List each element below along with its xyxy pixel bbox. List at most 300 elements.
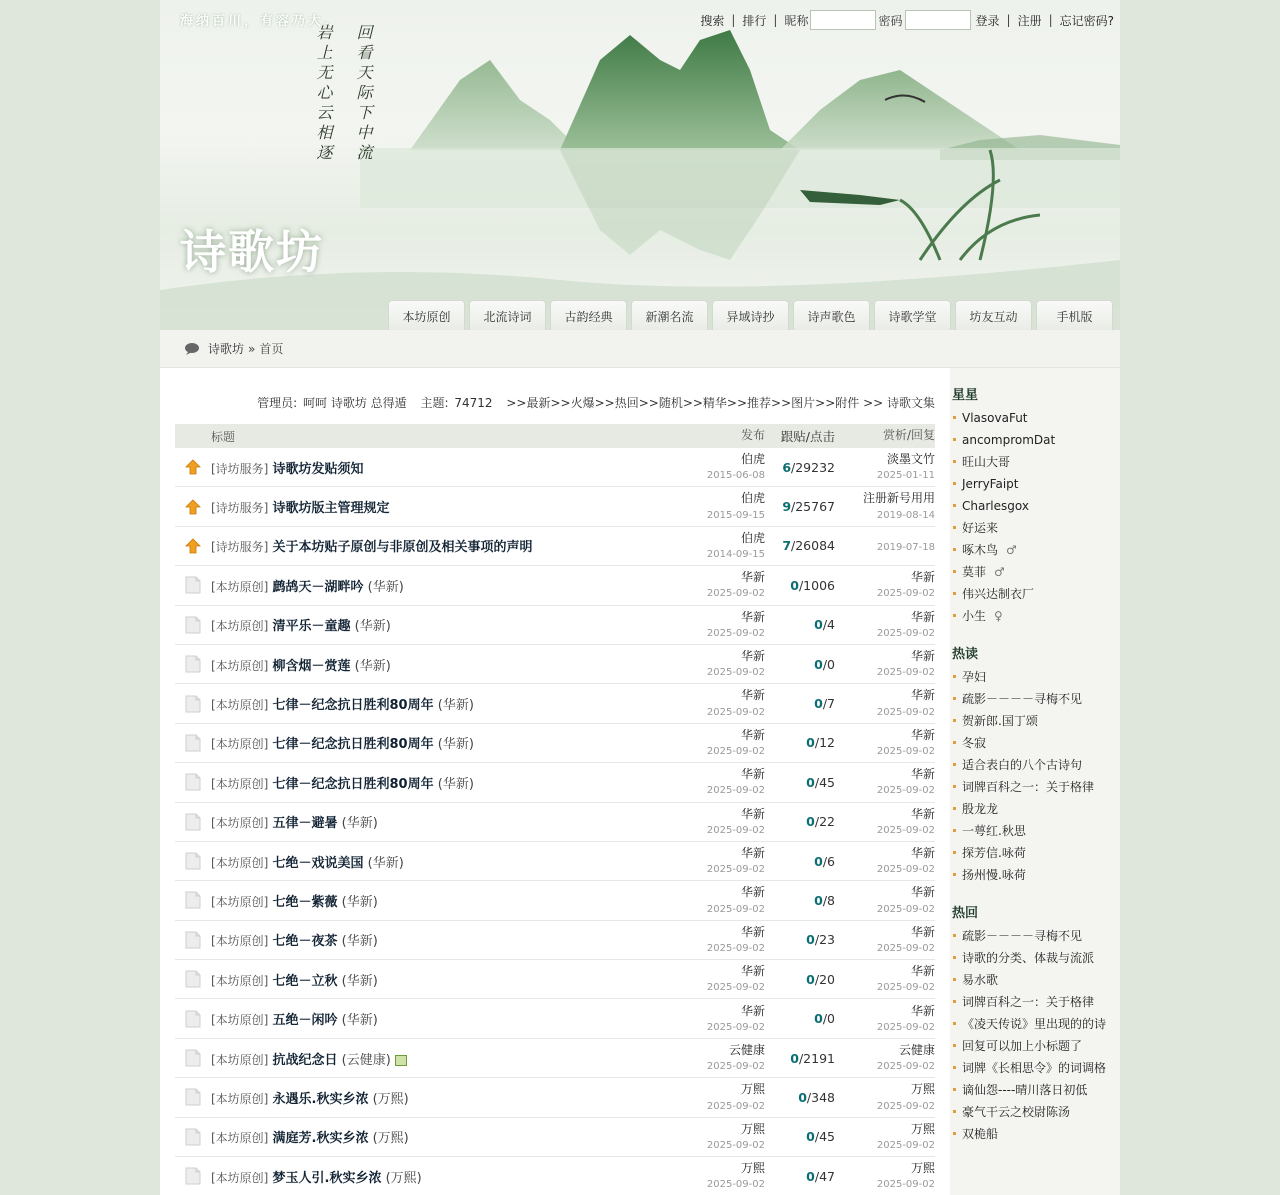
hot-read-item[interactable]: 冬寂 (950, 732, 1120, 754)
row-publisher-cell (705, 1083, 765, 1111)
login-button[interactable]: 登录 (975, 13, 1000, 28)
row-last-replier[interactable]: 华新 (910, 846, 935, 860)
row-lastreply-cell (835, 729, 935, 757)
row-last-replier[interactable]: 华新 (910, 885, 935, 900)
gender-icon: ♂ (994, 565, 1005, 579)
hot-read-item[interactable]: 孕妇 (950, 666, 1120, 688)
nav-tab-school[interactable]: 诗歌学堂 (874, 300, 951, 330)
row-publish-date: 2025-09-02 (706, 942, 765, 954)
row-title-cell (211, 812, 705, 831)
row-replies: 0 (806, 1129, 815, 1145)
row-clicks: /2191 (798, 1050, 835, 1066)
document-icon (185, 1088, 201, 1106)
row-category[interactable]: [本坊原创] (211, 855, 269, 870)
row-lastreply-cell (835, 611, 935, 639)
row-publish-date: 2025-09-02 (706, 627, 765, 639)
row-replies: 6 (782, 459, 792, 475)
row-publish-date: 2014-09-15 (706, 549, 765, 561)
row-count-cell (765, 696, 835, 711)
row-category[interactable]: [本坊原创] (211, 816, 269, 831)
nick-input[interactable] (810, 10, 876, 30)
row-publisher-cell (705, 1005, 765, 1033)
row-publisher[interactable]: 华新 (740, 924, 765, 939)
row-title-link[interactable]: 七律－纪念抗日胜利80周年 (272, 737, 434, 753)
row-last-replier[interactable]: 华新 (910, 1003, 935, 1018)
row-publisher-cell (705, 886, 765, 914)
row-publish-date: 2025-09-02 (706, 746, 765, 758)
row-clicks: /1006 (798, 577, 835, 593)
row-category[interactable]: [本坊原创] (211, 737, 269, 752)
row-replies: 0 (814, 853, 823, 869)
row-title-link[interactable]: 七绝－夜茶 (272, 934, 338, 950)
row-clicks: /45 (814, 1129, 835, 1145)
filter-links[interactable]: >>最新>>火爆>>热回>>随机>>精华>>推荐>>图片>>附件 >> 诗歌文集 (506, 396, 935, 410)
row-author: (华新) (341, 816, 378, 832)
row-publisher-cell (705, 926, 765, 954)
document-icon (185, 1010, 201, 1028)
gender-icon: ♀ (994, 609, 1003, 623)
row-last-reply-date: 2025-09-02 (876, 1100, 935, 1112)
row-publisher-cell (705, 1123, 765, 1151)
hot-reply-item[interactable]: 双桅船 (950, 1123, 1120, 1145)
row-publisher[interactable]: 万熙 (740, 1161, 765, 1176)
site-title: 诗歌坊 (180, 225, 324, 279)
nav-tab-beiliu[interactable]: 北流诗词 (469, 300, 546, 330)
document-icon (185, 1167, 201, 1185)
hot-read-item[interactable]: 一萼红.秋思 (950, 820, 1120, 842)
row-replies: 0 (814, 617, 823, 633)
star-user-name[interactable]: VlasovaFut (962, 411, 1028, 425)
table-row (175, 566, 935, 605)
row-count-cell (765, 854, 835, 869)
row-publisher[interactable]: 华新 (740, 609, 765, 624)
hot-reply-item[interactable]: 《凌天传说》里出现的的诗 (950, 1013, 1120, 1035)
row-clicks: /4 (822, 617, 835, 633)
row-publish-date: 2025-09-02 (706, 903, 765, 915)
nav-tab-modern[interactable]: 新潮名流 (631, 300, 708, 330)
row-title-link[interactable]: 清平乐－童趣 (272, 619, 351, 635)
star-user-item[interactable] (950, 495, 1120, 517)
row-lastreply-cell (835, 1044, 935, 1072)
hot-reply-item[interactable]: 谪仙怨----晴川落日初低 (950, 1079, 1120, 1101)
row-publisher[interactable]: 华新 (740, 727, 765, 742)
row-lastreply-cell (835, 650, 935, 678)
row-count-cell (765, 814, 835, 829)
password-label: 密码 (878, 13, 903, 28)
rank-link[interactable]: 排行 (742, 13, 767, 28)
row-count-cell (765, 1129, 835, 1144)
row-publisher-cell (705, 492, 765, 520)
hot-reply-item[interactable]: 词牌《长相思令》的词调格 (950, 1057, 1120, 1079)
page (160, 0, 1120, 1195)
row-author: (华新) (341, 1013, 378, 1029)
document-icon (185, 931, 201, 949)
row-replies: 0 (814, 656, 823, 672)
search-link[interactable]: 搜索 (700, 13, 725, 28)
row-publish-date: 2025-09-02 (706, 667, 765, 679)
hot-reply-item[interactable]: 回复可以加上小标题了 (950, 1035, 1120, 1057)
row-lastreply-cell (835, 538, 935, 553)
row-last-reply-date: 2025-09-02 (876, 824, 935, 836)
hot-read-item[interactable]: 探芳信.咏荷 (950, 842, 1120, 864)
row-clicks: /45 (814, 774, 835, 790)
row-publish-date: 2025-09-02 (706, 1179, 765, 1191)
hot-reply-item[interactable]: 豪气干云之校尉陈汤 (950, 1101, 1120, 1123)
row-author: (华新) (437, 698, 474, 714)
row-icon (175, 459, 211, 475)
row-count-cell (765, 932, 835, 947)
row-category[interactable]: [本坊原创] (211, 658, 269, 673)
nav-tab-foreign[interactable]: 异域诗抄 (712, 300, 789, 330)
row-lastreply-cell (835, 1005, 935, 1033)
star-user-item[interactable] (950, 517, 1120, 539)
row-title-link[interactable]: 七绝－戏说美国 (272, 855, 364, 871)
nav-tab-classic[interactable]: 古韵经典 (550, 300, 627, 330)
hot-reply-item[interactable]: 诗歌的分类、体裁与流派 (950, 947, 1120, 969)
row-publisher-cell (705, 808, 765, 836)
row-title-cell (211, 733, 705, 752)
table-header (175, 424, 935, 448)
star-user-name[interactable]: 小生 (962, 609, 987, 623)
row-last-replier[interactable]: 华新 (910, 688, 935, 703)
row-title-link[interactable]: 七绝－紫薇 (272, 894, 338, 910)
row-category[interactable]: [诗坊服务] (211, 540, 269, 555)
document-icon (185, 1049, 201, 1067)
row-title-cell (211, 694, 705, 713)
row-title-cell (211, 1127, 705, 1146)
row-lastreply-cell (835, 886, 935, 914)
star-user-name[interactable]: 啄木鸟 (962, 543, 999, 557)
hot-read-item[interactable]: 扬州慢.咏荷 (950, 864, 1120, 886)
row-icon (175, 1010, 211, 1028)
row-publisher-cell (705, 611, 765, 639)
row-count-cell (765, 972, 835, 987)
row-last-replier[interactable]: 华新 (910, 609, 935, 624)
row-title-link[interactable]: 七律－纪念抗日胜利80周年 (272, 776, 434, 792)
row-last-replier[interactable]: 注册新号用用 (862, 491, 935, 506)
row-category[interactable]: [本坊原创] (211, 934, 269, 949)
row-title-link[interactable]: 梦玉人引.秋实乡浓 (272, 1170, 382, 1186)
table-row (175, 803, 935, 842)
row-author: (华新) (367, 579, 404, 595)
row-publisher[interactable]: 华新 (740, 767, 765, 782)
row-category[interactable]: [本坊原创] (211, 1052, 269, 1067)
row-category[interactable]: [本坊原创] (211, 1091, 269, 1106)
chat-bubble-icon (184, 343, 200, 355)
row-category[interactable]: [本坊原创] (211, 776, 269, 791)
row-last-reply-date: 2019-08-14 (876, 509, 935, 521)
hot-read-item[interactable]: 贺新郎.国丁颂 (950, 710, 1120, 732)
hot-reply-list (950, 925, 1120, 1145)
breadcrumb-home[interactable]: 诗歌坊 (208, 342, 245, 356)
row-replies: 0 (814, 892, 823, 908)
star-user-item[interactable] (950, 605, 1120, 627)
pinned-arrow-icon (185, 538, 201, 554)
row-publisher-cell (705, 768, 765, 796)
row-count-cell (765, 578, 835, 593)
motto: 海纳百川，有容乃大。 (180, 14, 341, 29)
row-last-reply-date: 2025-01-11 (876, 470, 935, 482)
hot-reply-item[interactable]: 词牌百科之一：关于格律 (950, 991, 1120, 1013)
table-row (175, 487, 935, 526)
star-user-name[interactable]: JerryFaipt (962, 477, 1019, 491)
star-user-name[interactable]: 旺山大哥 (962, 455, 1011, 469)
row-title-cell (211, 655, 705, 674)
row-category[interactable]: [本坊原创] (211, 1170, 269, 1185)
table-row (175, 881, 935, 920)
row-publisher[interactable]: 伯虎 (740, 491, 765, 506)
row-author: (华新) (367, 855, 404, 871)
row-count-cell (765, 893, 835, 908)
hot-read-item[interactable]: 殷龙龙 (950, 798, 1120, 820)
row-title-link[interactable]: 鹧鸪天－湖畔吟 (272, 579, 364, 595)
nav-tab-original[interactable]: 本坊原创 (388, 300, 465, 330)
calligraphy-line-1: 岩上无心云相逐 (314, 24, 333, 164)
row-last-replier[interactable]: 华新 (910, 727, 935, 742)
row-clicks: /25767 (791, 499, 835, 515)
document-icon (185, 970, 201, 988)
row-count-cell (765, 538, 835, 553)
row-last-replier[interactable]: 云健康 (898, 1042, 935, 1057)
row-replies: 9 (782, 499, 792, 515)
row-last-replier[interactable]: 淡墨文竹 (886, 452, 935, 467)
row-title-link[interactable]: 关于本坊贴子原创与非原创及相关事项的声明 (272, 540, 533, 556)
row-replies: 0 (814, 1011, 823, 1027)
calligraphy-line-2: 回看天际下中流 (354, 24, 373, 164)
document-icon (185, 773, 201, 791)
row-category[interactable]: [诗坊服务] (211, 501, 269, 516)
admin-names[interactable]: 呵呵 诗歌坊 总得遁 (303, 396, 407, 410)
row-category[interactable]: [本坊原创] (211, 698, 269, 713)
star-user-item[interactable] (950, 429, 1120, 451)
pinned-arrow-icon (185, 499, 201, 515)
hot-reply-item[interactable]: 易水歌 (950, 969, 1120, 991)
row-publisher[interactable]: 华新 (740, 649, 765, 664)
row-publisher[interactable]: 万熙 (740, 1121, 765, 1136)
row-category[interactable]: [本坊原创] (211, 1013, 269, 1028)
row-category[interactable]: [本坊原创] (211, 973, 269, 988)
star-user-item[interactable] (950, 451, 1120, 473)
star-user-name[interactable]: 伟兴达制衣厂 (962, 587, 1035, 601)
hot-read-item[interactable]: 词牌百科之一：关于格律 (950, 776, 1120, 798)
row-title-link[interactable]: 满庭芳.秋实乡浓 (272, 1131, 369, 1147)
row-last-reply-date: 2025-09-02 (876, 864, 935, 876)
row-last-replier[interactable]: 华新 (910, 806, 935, 821)
row-author: (万熙) (385, 1170, 422, 1186)
row-publisher[interactable]: 华新 (740, 885, 765, 900)
row-replies: 0 (814, 696, 823, 712)
nav-tab-interaction[interactable]: 坊友互动 (955, 300, 1032, 330)
row-count-cell (765, 1011, 835, 1026)
table-row (175, 645, 935, 684)
row-publish-date: 2025-09-02 (706, 982, 765, 994)
row-publisher-cell (705, 532, 765, 560)
hot-reply-item[interactable]: 疏影－－－－寻梅不见 (950, 925, 1120, 947)
row-publisher[interactable]: 华新 (740, 846, 765, 860)
hot-read-list (950, 666, 1120, 886)
row-replies: 0 (798, 1089, 807, 1105)
row-title-cell (211, 1088, 705, 1107)
row-replies: 0 (806, 971, 815, 987)
row-publisher[interactable]: 伯虎 (740, 530, 765, 545)
row-author: (华新) (354, 658, 391, 674)
star-user-name[interactable]: 好运来 (962, 521, 999, 535)
row-last-reply-date: 2025-09-02 (876, 1021, 935, 1033)
row-title-link[interactable]: 五律－避暑 (272, 816, 338, 832)
row-replies: 0 (806, 814, 815, 830)
row-count-cell (765, 499, 835, 514)
row-last-reply-date: 2025-09-02 (876, 1139, 935, 1151)
row-last-reply-date: 2025-09-02 (876, 746, 935, 758)
row-publisher-cell (705, 650, 765, 678)
row-author: (华新) (341, 973, 378, 989)
row-lastreply-cell (835, 808, 935, 836)
table-row (175, 1039, 935, 1078)
row-last-reply-date: 2025-09-02 (876, 1061, 935, 1073)
row-icon (175, 1128, 211, 1146)
row-publisher-cell (705, 689, 765, 717)
image-attachment-icon (395, 1055, 407, 1066)
separator: | (731, 13, 736, 27)
table-row (175, 960, 935, 999)
row-last-replier[interactable]: 万熙 (910, 1121, 935, 1136)
table-row (175, 763, 935, 802)
row-publisher[interactable]: 华新 (740, 688, 765, 703)
row-title-cell (211, 891, 705, 910)
row-last-reply-date: 2025-09-02 (876, 942, 935, 954)
row-category[interactable]: [本坊原创] (211, 579, 269, 594)
row-replies: 0 (806, 1168, 815, 1184)
row-last-reply-date: 2025-09-02 (876, 982, 935, 994)
star-user-item[interactable] (950, 561, 1120, 583)
header-banner (160, 0, 1120, 330)
row-last-replier[interactable]: 华新 (910, 924, 935, 939)
row-author: (云健康) (341, 1052, 391, 1068)
row-title-link[interactable]: 永遇乐.秋实乡浓 (272, 1091, 369, 1107)
star-user-item[interactable] (950, 407, 1120, 429)
row-publisher-cell (705, 729, 765, 757)
nav-tab-mobile[interactable]: 手机版 (1036, 300, 1113, 330)
row-lastreply-cell (835, 689, 935, 717)
row-icon (175, 734, 211, 752)
row-last-replier[interactable]: 华新 (910, 964, 935, 979)
row-count-cell (765, 617, 835, 632)
breadcrumb (160, 330, 1120, 368)
row-lastreply-cell (835, 492, 935, 520)
hot-read-item[interactable]: 疏影－－－－寻梅不见 (950, 688, 1120, 710)
topic-list-area (175, 368, 935, 1195)
star-user-name[interactable]: Charlesgox (962, 499, 1029, 513)
row-publish-date: 2025-09-02 (706, 1139, 765, 1151)
row-lastreply-cell (835, 926, 935, 954)
row-publisher[interactable]: 华新 (740, 964, 765, 979)
sidebar (950, 368, 1120, 1195)
row-last-reply-date: 2025-09-02 (876, 1179, 935, 1191)
row-category[interactable]: [本坊原创] (211, 894, 269, 909)
row-clicks: /12 (814, 735, 835, 751)
register-link[interactable]: 注册 (1017, 13, 1042, 28)
row-last-replier[interactable]: 华新 (910, 649, 935, 664)
row-title-link[interactable]: 诗歌坊版主管理规定 (272, 501, 390, 517)
row-last-reply-date: 2019-07-18 (876, 542, 935, 554)
row-publish-date: 2025-09-02 (706, 864, 765, 876)
table-row (175, 724, 935, 763)
nav-tab-audio[interactable]: 诗声歌色 (793, 300, 870, 330)
row-last-replier[interactable]: 万熙 (910, 1082, 935, 1097)
row-last-replier[interactable]: 华新 (910, 767, 935, 782)
row-publisher[interactable]: 万熙 (740, 1082, 765, 1097)
row-lastreply-cell (835, 571, 935, 599)
row-last-reply-date: 2025-09-02 (876, 667, 935, 679)
header-title: 标题 (211, 429, 236, 444)
row-publisher[interactable]: 云健康 (728, 1042, 765, 1057)
row-publish-date: 2025-09-02 (706, 588, 765, 600)
row-last-reply-date: 2025-09-02 (876, 903, 935, 915)
row-publisher[interactable]: 华新 (740, 570, 765, 585)
row-count-cell (765, 735, 835, 750)
password-input[interactable] (905, 10, 971, 30)
table-row (175, 606, 935, 645)
header-count: 跟贴/点击 (780, 429, 835, 444)
star-user-name[interactable]: ancompromDat (962, 433, 1056, 447)
table-row (175, 1118, 935, 1157)
row-clicks: /7 (822, 696, 835, 712)
row-publisher[interactable]: 伯虎 (740, 452, 765, 467)
row-title-cell (211, 1167, 705, 1186)
row-clicks: /348 (806, 1089, 835, 1105)
row-category[interactable]: [本坊原创] (211, 619, 269, 634)
star-user-item[interactable] (950, 473, 1120, 495)
row-icon (175, 655, 211, 673)
row-publisher[interactable]: 华新 (740, 806, 765, 821)
row-icon (175, 576, 211, 594)
hot-read-item[interactable]: 适合表白的八个古诗句 (950, 754, 1120, 776)
row-clicks: /0 (822, 1011, 835, 1027)
table-row (175, 921, 935, 960)
row-publish-date: 2025-09-02 (706, 1021, 765, 1033)
row-count-cell (765, 460, 835, 475)
forgot-password-link[interactable]: 忘记密码? (1059, 13, 1114, 28)
row-last-replier[interactable]: 万熙 (910, 1161, 935, 1176)
row-category[interactable]: [本坊原创] (211, 1131, 269, 1146)
row-clicks: /22 (814, 814, 835, 830)
row-title-link[interactable]: 七律－纪念抗日胜利80周年 (272, 698, 434, 714)
row-last-replier[interactable]: 华新 (910, 570, 935, 585)
row-title-link[interactable]: 诗歌坊发贴须知 (272, 461, 364, 477)
table-row (175, 1078, 935, 1117)
row-author: (华新) (341, 934, 378, 950)
row-clicks: /47 (814, 1168, 835, 1184)
header-reply: 赏析/回复 (882, 428, 935, 443)
star-user-item[interactable] (950, 539, 1120, 561)
row-title-link[interactable]: 五绝－闲吟 (272, 1013, 338, 1029)
row-icon (175, 1167, 211, 1185)
topic-count: 74712 (454, 396, 493, 410)
main-nav (388, 300, 1113, 330)
row-icon (175, 931, 211, 949)
row-publisher[interactable]: 华新 (740, 1003, 765, 1018)
row-publisher-cell (705, 965, 765, 993)
star-user-name[interactable]: 莫菲 (962, 565, 987, 579)
row-title-link[interactable]: 抗战纪念日 (272, 1052, 338, 1068)
row-title-link[interactable]: 七绝－立秋 (272, 973, 338, 989)
row-title-cell (211, 458, 705, 477)
row-author: (华新) (354, 619, 391, 635)
row-author: (万熙) (372, 1131, 409, 1147)
star-user-item[interactable] (950, 583, 1120, 605)
row-title-link[interactable]: 柳含烟－赏莲 (272, 658, 351, 674)
row-category[interactable]: [诗坊服务] (211, 461, 269, 476)
